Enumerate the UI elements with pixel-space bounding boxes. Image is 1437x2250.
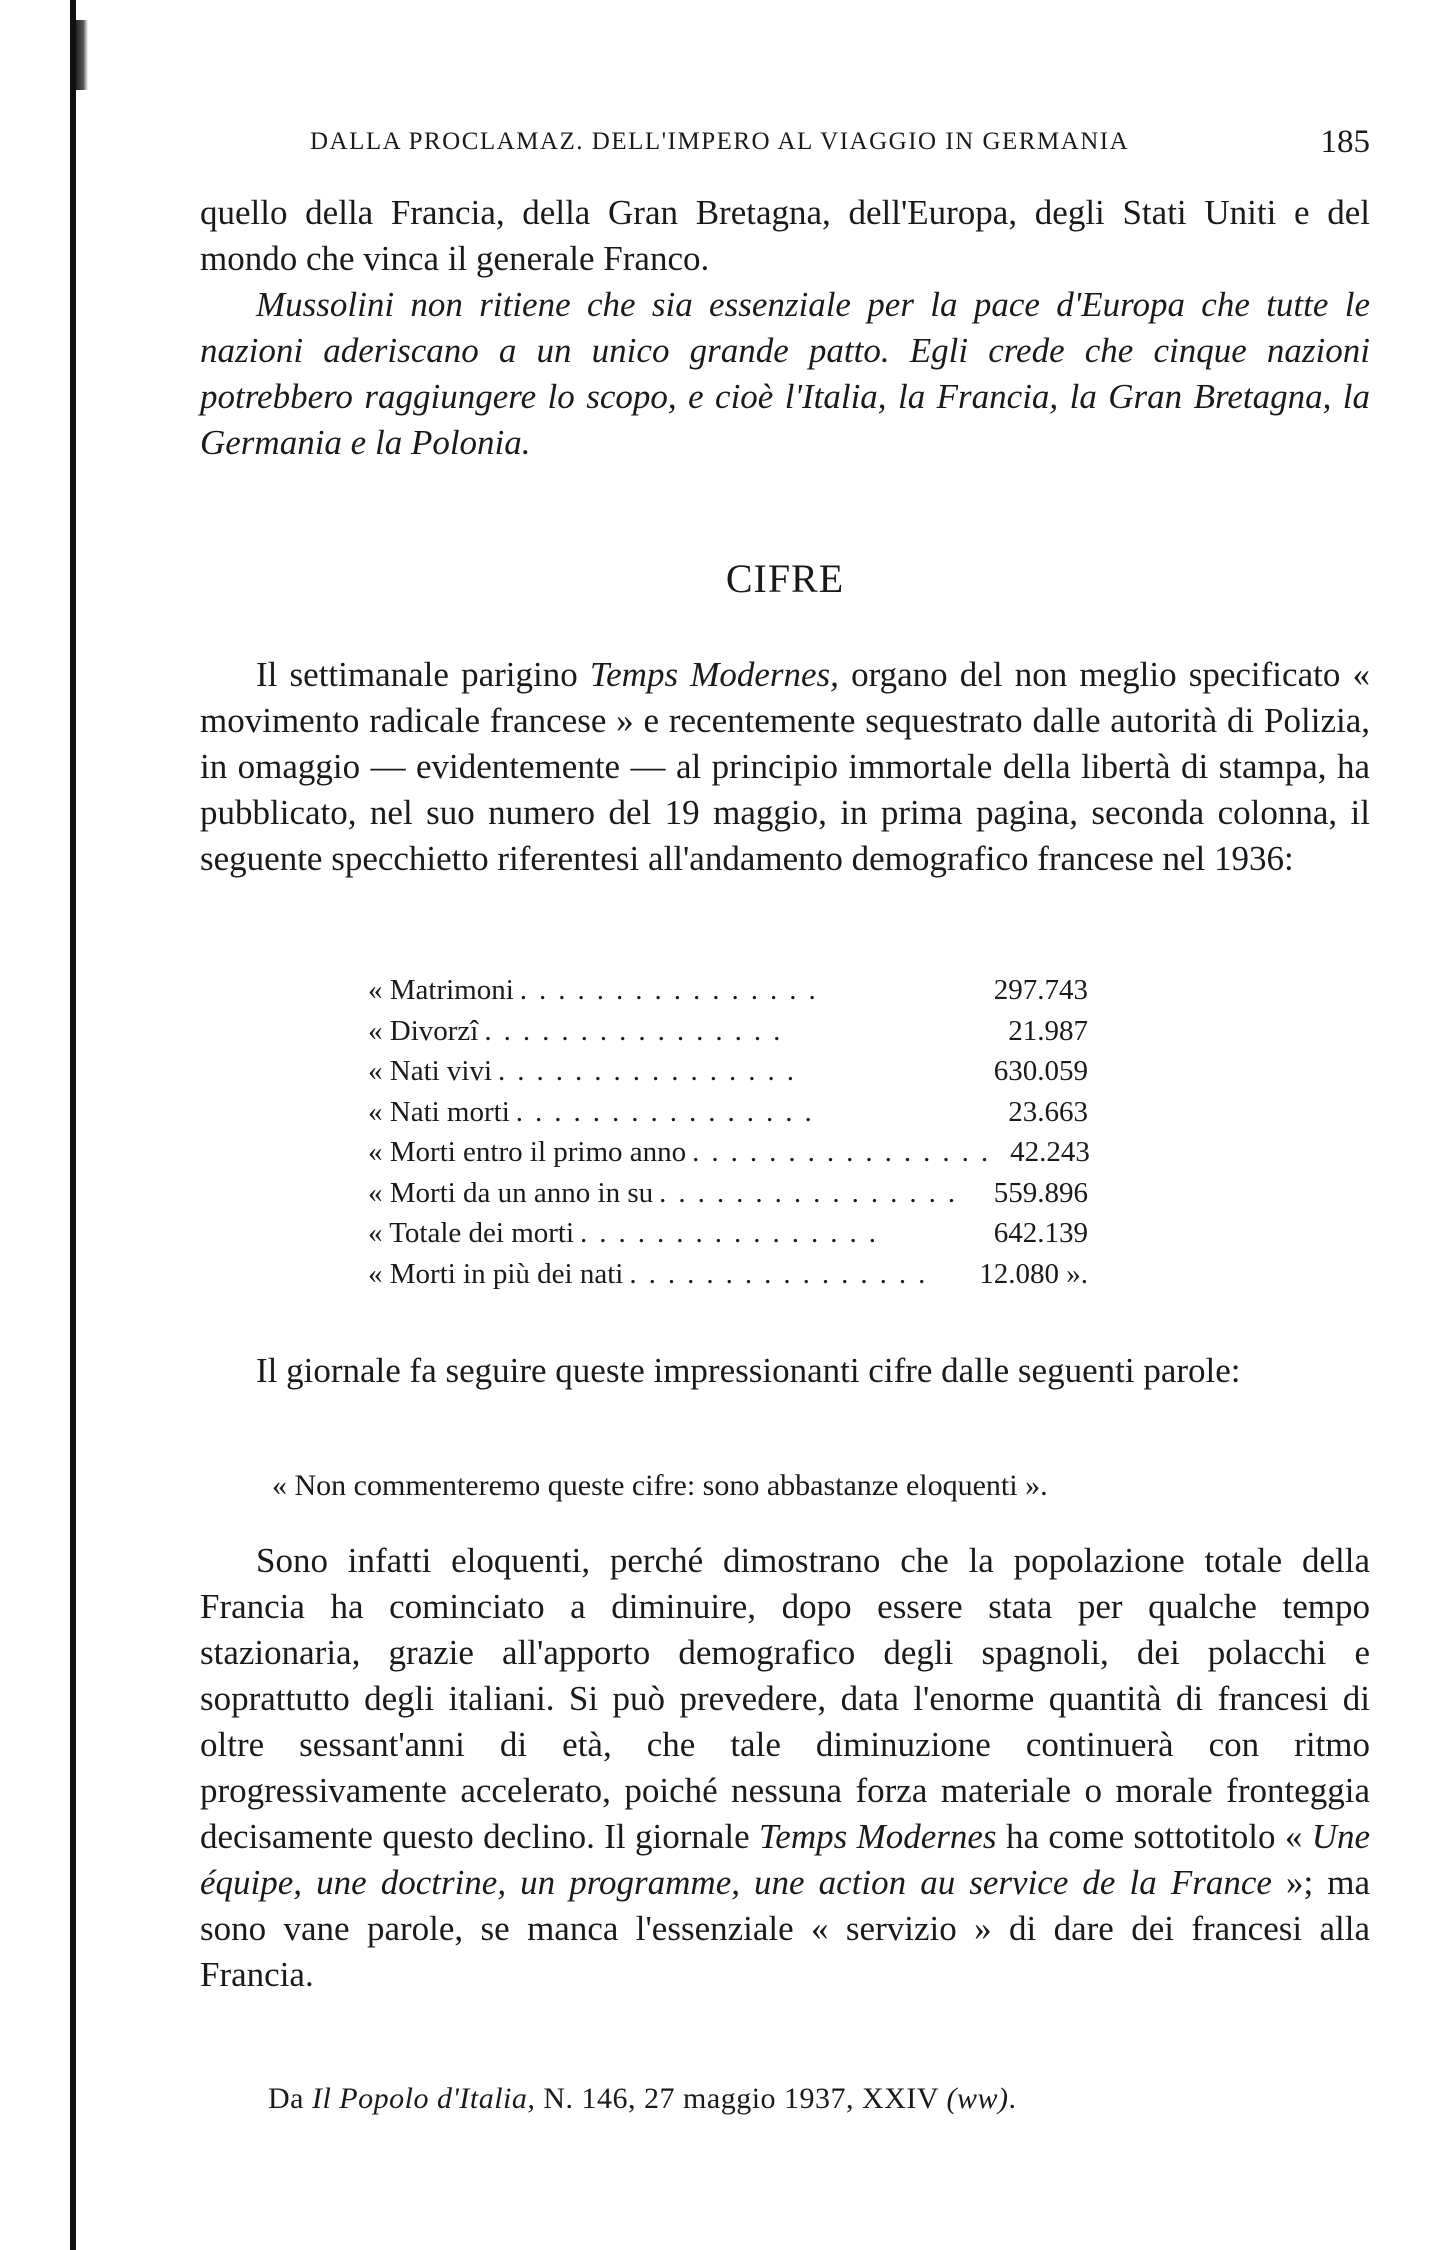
table-row-label: « Nati vivi [368, 1055, 493, 1087]
table-row-value: 23.663 [1008, 1095, 1088, 1128]
table-row-value: 21.987 [1008, 1014, 1088, 1047]
paragraph-commentary-part1: Sono infatti eloquenti, perché dimostrano che la popolazione totale della Francia ha cominciato a diminuire, dopo essere stata per qualche tempo stazionaria, grazie all'apporto demografico degli spagnoli, dei polacchi e soprattutto degli italiani. Si può prevedere, data l'enorme quantità di francesi di oltre sessant'anni di età, che tale diminuzione continuerà con ritmo progressivamente accelerato, poiché nessuna forza materiale o morale fronteggia decisamente questo declino. Il giornale [200, 1541, 1370, 1856]
table-row-leader: ................ [498, 1055, 807, 1087]
table-row [368, 1132, 1088, 1173]
page-binding-edge [70, 0, 76, 2250]
table-row-value: 559.896 [993, 1176, 1088, 1209]
paragraph-italic-mussolini [200, 282, 1370, 466]
paragraph-intro-part2: organo del non meglio specificato « movimento radicale francese » e recentemente sequestrato dalle autorità di Polizia, in omaggio — evidentemente — al principio immortale della libertà di stampa, ha pubblicato, nel suo numero del 19 maggio, in prima pagina, seconda colonna, il seguente specchietto riferentesi all'andamento demografico francese nel 1936: [200, 655, 1370, 878]
table-row-value: 642.139 [993, 1217, 1088, 1249]
table-row-leader: ................ [515, 1095, 824, 1128]
running-head [310, 124, 1370, 164]
table-row-value: 297.743 [993, 974, 1088, 1006]
page-binding-notch [76, 20, 88, 90]
paragraph-intro-part1: Il settimanale parigino [256, 655, 578, 694]
table-row-leader: ................ [580, 1217, 889, 1249]
table-row-leader: ................ [519, 974, 828, 1006]
table-row-label: « Nati morti [368, 1095, 510, 1128]
paragraph-commentary-part2: ha come sottotitolo « [1005, 1817, 1303, 1856]
table-row-label: « Morti da un anno in su [368, 1176, 654, 1209]
paragraph-commentary-newspaper-title: Temps Modernes [759, 1817, 997, 1856]
source-prefix: Da [268, 2082, 304, 2115]
table-row-value: 42.243 [1010, 1136, 1090, 1168]
table-row-label: « Matrimoni [368, 974, 514, 1006]
page-number: 185 [1320, 124, 1370, 160]
running-title: DALLA PROCLAMAZ. DELL'IMPERO AL VIAGGIO IN GERMANIA [310, 128, 1130, 155]
table-row-label: « Divorzî [368, 1014, 479, 1047]
table-row-label: « Morti entro il primo anno [368, 1136, 687, 1168]
table-row [368, 1173, 1088, 1214]
paragraph-continuation [200, 190, 1370, 466]
table-row-value: 12.080 ». [979, 1257, 1088, 1290]
paragraph-italic-text: Mussolini non ritiene che sia essenziale per la pace d'Europa che tutte le nazioni aderiscano a un unico grande patto. Egli crede che cinque nazioni potrebbero raggiungere lo scopo, e cioè l'Italia, la Francia, la Gran Bretagna, la Germania e la Polonia. [200, 285, 1370, 462]
table-row [368, 1254, 1088, 1295]
table-row-value: 630.059 [993, 1055, 1088, 1087]
section-title: CIFRE [725, 556, 845, 601]
table-row [368, 1051, 1088, 1092]
table-row-leader: ................ [659, 1176, 968, 1209]
book-page [200, 0, 1370, 2250]
paragraph-continuation-roman: quello della Francia, della Gran Bretagna, dell'Europa, degli Stati Uniti e del mondo che vinca il generale Franco. [200, 193, 1370, 278]
source-code: (ww) [946, 2082, 1009, 2115]
source-citation [268, 2082, 1016, 2116]
table-row [368, 1213, 1088, 1254]
block-quote: « Non commenteremo queste cifre: sono abbastanze eloquenti ». [272, 1469, 1048, 1502]
paragraph-intro-cifre [200, 652, 1370, 882]
table-row-leader: ................ [692, 1136, 1001, 1168]
paragraph-commentary-part3: »; ma sono vane parole, se manca l'essenziale « servizio » di dare dei francesi alla Francia. [200, 1863, 1370, 1994]
source-details: N. 146, 27 maggio 1937, XXIV [543, 2082, 939, 2115]
table-row-label: « Totale dei morti [368, 1217, 575, 1249]
table-row-label: « Morti in più dei nati [368, 1257, 624, 1290]
source-suffix: . [1008, 2082, 1017, 2115]
table-row [368, 1011, 1088, 1052]
table-row [368, 970, 1088, 1011]
paragraph-commentary-subtitle: Une équipe, une doctrine, un programme, une action au service de la France [200, 1817, 1371, 1902]
paragraph-newspaper-words: Il giornale fa seguire queste impressionanti cifre dalle seguenti parole: [256, 1351, 1241, 1390]
table-row [368, 1092, 1088, 1133]
table-row-leader: ................ [629, 1257, 938, 1290]
demographic-table [368, 970, 1088, 1294]
paragraph-intro-newspaper-title: Temps Modernes, [589, 655, 839, 694]
table-row-leader: ................ [484, 1014, 793, 1047]
source-newspaper: Il Popolo d'Italia, [311, 2082, 536, 2115]
paragraph-commentary [200, 1538, 1370, 1998]
